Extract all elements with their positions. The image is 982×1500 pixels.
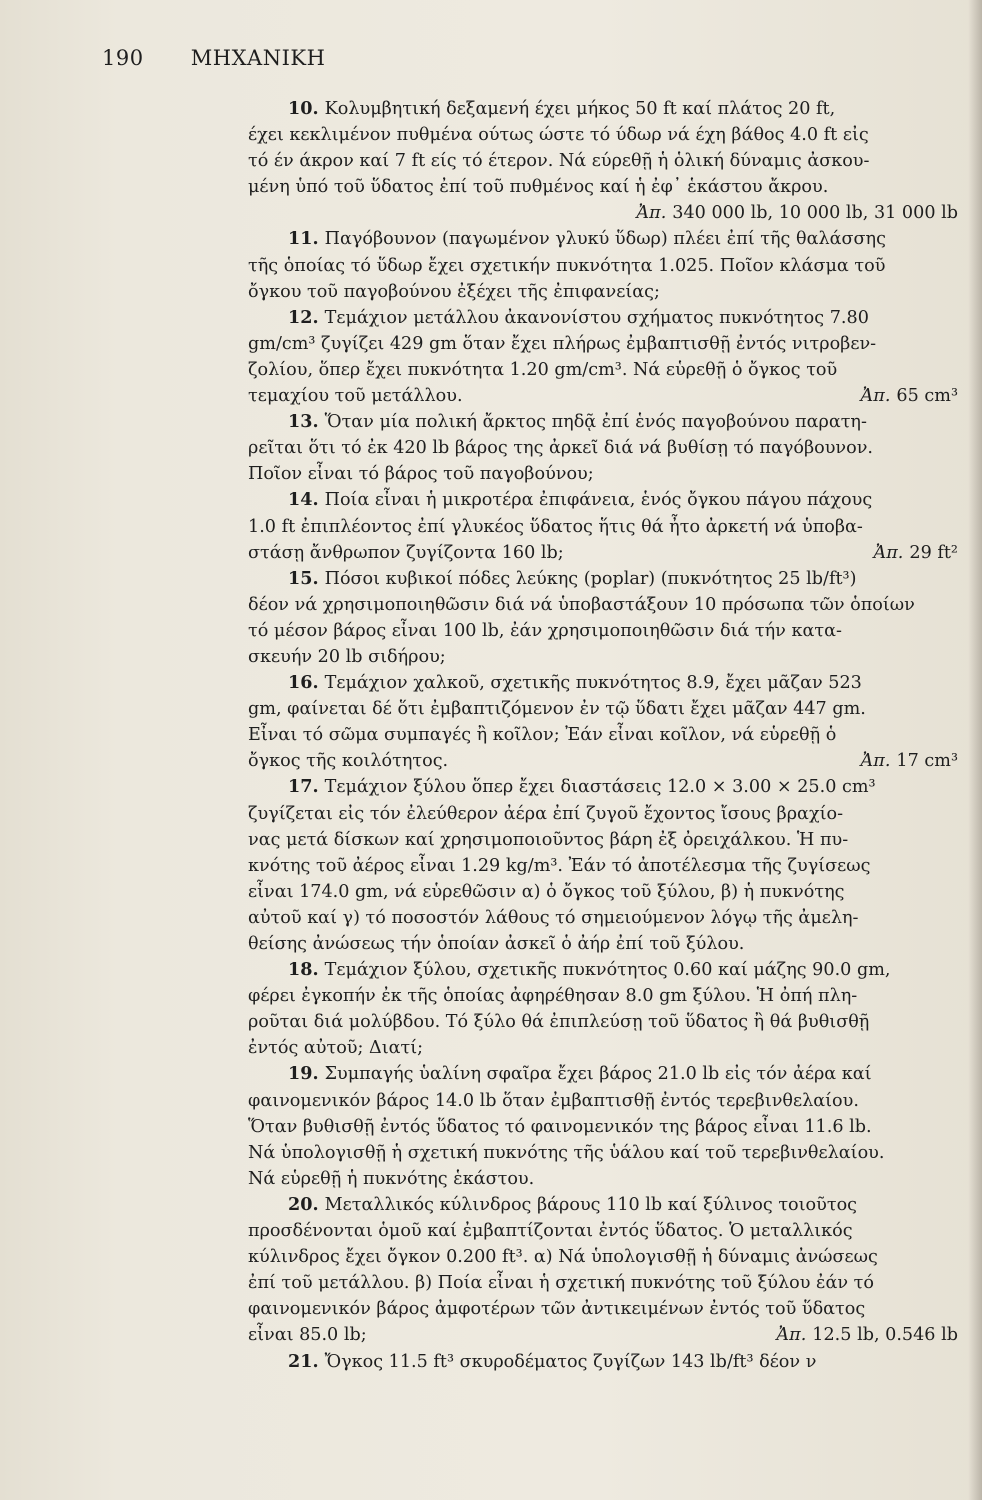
page-title: ΜΗΧΑΝΙΚΗ — [190, 46, 326, 70]
exercise-text: σκευήν 20 lb σιδήρου; — [248, 646, 446, 667]
exercise-number: 17. — [288, 776, 319, 798]
exercise-text: προσδένονται ὁμοῦ καί ἐμβαπτίζονται ἐντός ὕδατος. Ὁ μεταλλικός — [248, 1221, 853, 1242]
exercise-text: ζολίου, ὅπερ ἔχει πυκνότητα 1.20 gm/cm³. Νά εὑρεθῇ ὁ ὄγκος τοῦ — [248, 359, 838, 380]
exercise-text: εἶναι 174.0 gm, νά εὑρεθῶσιν α) ὁ ὄγκος τοῦ ξύλου, β) ἡ πυκνότης — [248, 881, 845, 902]
exercise-text: κνότης τοῦ ἀέρος εἶναι 1.29 kg/m³. Ἐάν τό ἀποτέλεσμα τῆς ζυγίσεως — [248, 855, 871, 876]
exercise-line — [248, 435, 966, 461]
exercise-14 — [248, 487, 966, 565]
exercise-number: 15. — [288, 567, 319, 589]
exercise-text: Νά ὑπολογισθῇ ἡ σχετική πυκνότης τῆς ὑάλου καί τοῦ τερεβινθελαίου. — [248, 1142, 885, 1163]
exercise-line — [248, 96, 966, 122]
exercise-text: ροῦται διά μολύβδου. Τό ξύλο θά ἐπιπλεύσῃ τοῦ ὕδατος ἢ θά βυθισθῇ — [248, 1012, 870, 1033]
exercise-line — [248, 487, 966, 513]
exercise-line — [248, 1244, 966, 1270]
exercise-text: φαινομενικόν βάρος ἀμφοτέρων τῶν ἀντικειμένων ἐντός τοῦ ὕδατος — [248, 1299, 866, 1320]
exercise-text: Τεμάχιον ξύλου, σχετικῆς πυκνότητος 0.60 καί μάζης 90.0 gm, — [324, 960, 891, 981]
exercise-text: ζυγίζεται εἰς τόν ἐλεύθερον ἀέρα ἐπί ζυγοῦ ἔχοντος ἴσους βραχίο- — [248, 803, 844, 824]
exercise-text: Ποῖον εἶναι τό βάρος τοῦ παγοβούνου; — [248, 464, 594, 485]
exercise-answer: Ἀπ. 340 000 lb, 10 000 lb, 31 000 lb — [636, 203, 958, 224]
exercise-18 — [248, 957, 966, 1061]
book-spine-shadow — [968, 0, 982, 1500]
exercise-text: στάσῃ ἄνθρωπον ζυγίζοντα 160 lb; — [248, 542, 564, 563]
exercise-text: Παγόβουνον (παγωμένον γλυκύ ὕδωρ) πλέει ἐπί τῆς θαλάσσης — [324, 229, 886, 250]
exercise-number: 20. — [288, 1193, 319, 1215]
exercise-line — [248, 174, 966, 200]
exercise-text: τό έν άκρον καί 7 ft είς τό έτερον. Νά εύρεθῇ ἡ ὁλική δύναμις ἀσκου- — [248, 151, 870, 172]
exercise-line — [248, 670, 966, 696]
exercise-text: Πόσοι κυβικοί πόδες λεύκης (poplar) (πυκνότητος 25 lb/ft³) — [324, 568, 857, 589]
exercise-text: Ὅταν μία πολική ἄρκτος πηδᾷ ἐπί ἑνός παγοβούνου παρατη- — [324, 412, 867, 433]
exercise-text: gm/cm³ ζυγίζει 429 gm ὅταν ἔχει πλήρως ἐμβαπτισθῇ ἐντός νιτροβεν- — [248, 333, 877, 354]
exercise-line — [248, 1035, 966, 1061]
exercise-text: 1.0 ft ἐπιπλέοντος ἐπί γλυκέος ὕδατος ἥτις θά ἦτο ἀρκετή νά ὑποβα- — [248, 516, 863, 537]
exercise-line — [248, 983, 966, 1009]
exercise-text: εἶναι 85.0 lb; — [248, 1325, 367, 1346]
exercise-text: Συμπαγής ὑαλίνη σφαῖρα ἔχει βάρος 21.0 lb εἰς τόν ἀέρα καί — [324, 1064, 872, 1085]
exercise-line — [248, 566, 966, 592]
exercise-number: 13. — [288, 411, 319, 433]
exercise-text: τεμαχίου τοῦ μετάλλου. — [248, 386, 463, 407]
exercise-text: ὄγκου τοῦ παγοβούνου ἐξέχει τῆς ἐπιφανείας; — [248, 281, 660, 302]
exercise-text: Ποία εἶναι ἡ μικροτέρα ἐπιφάνεια, ἑνός ὄγκου πάγου πάχους — [324, 490, 873, 511]
exercise-text: Νά εὑρεθῇ ἡ πυκνότης ἑκάστου. — [248, 1168, 535, 1189]
exercise-text: τό μέσον βάρος εἶναι 100 lb, ἐάν χρησιμοποιηθῶσιν διά τήν κατα- — [248, 620, 842, 641]
exercise-10 — [248, 96, 966, 226]
exercise-text: τῆς ὁποίας τό ὕδωρ ἔχει σχετικήν πυκνότητα 1.025. Ποῖον κλάσμα τοῦ — [248, 255, 886, 276]
exercise-line — [248, 827, 966, 853]
exercise-15 — [248, 566, 966, 670]
exercise-text: κύλινδρος ἔχει ὄγκον 0.200 ft³. α) Νά ὑπολογισθῇ ἡ δύναμις ἀνώσεως — [248, 1247, 878, 1268]
exercise-number: 18. — [288, 959, 319, 981]
exercise-line — [248, 1114, 966, 1140]
exercise-text: δέον νά χρησιμοποιηθῶσιν διά νά ὑποβαστάξουν 10 πρόσωπα τῶν ὁποίων — [248, 594, 915, 615]
exercise-text: φαινομενικόν βάρος 14.0 lb ὅταν ἐμβαπτισθῇ ἐντός τερεβινθελαίου. — [248, 1090, 859, 1111]
exercise-line — [248, 618, 966, 644]
exercise-20 — [248, 1192, 966, 1349]
exercise-line — [248, 226, 966, 252]
exercise-line — [248, 1218, 966, 1244]
exercise-number: 11. — [288, 228, 319, 250]
exercise-number: 19. — [288, 1063, 319, 1085]
exercise-11 — [248, 226, 966, 304]
exercise-line — [248, 279, 966, 305]
exercise-line — [248, 122, 966, 148]
exercise-line — [248, 801, 966, 827]
exercise-line — [248, 644, 966, 670]
exercise-text: θείσης ἀνώσεως τήν ὁποίαν ἀσκεῖ ὁ ἀήρ ἐπί τοῦ ξύλου. — [248, 934, 745, 954]
exercise-17 — [248, 774, 966, 957]
exercise-line — [248, 905, 966, 931]
exercise-line — [248, 592, 966, 618]
exercise-line — [248, 1296, 966, 1322]
exercise-answer: Ἀπ. 12.5 lb, 0.546 lb — [776, 1325, 958, 1346]
exercise-answer: Ἀπ. 29 ft² — [873, 542, 958, 563]
exercise-19 — [248, 1061, 966, 1191]
exercise-text: Ὄγκος 11.5 ft³ σκυροδέματος ζυγίζων 143 lb/ft³ δέον ν — [324, 1351, 817, 1372]
exercise-text: Κολυμβητική δεξαμενή έχει μήκος 50 ft καί πλάτος 20 ft, — [324, 99, 836, 119]
exercise-line — [248, 148, 966, 174]
exercise-answer: Ἀπ. 17 cm³ — [860, 751, 958, 772]
exercise-text: ὄγκος τῆς κοιλότητος. — [248, 751, 449, 772]
exercise-12 — [248, 305, 966, 409]
exercise-21 — [248, 1349, 966, 1375]
exercise-line — [248, 931, 966, 957]
exercise-number: 12. — [288, 306, 319, 328]
exercise-line — [248, 879, 966, 905]
exercise-line — [248, 774, 966, 800]
exercise-line — [248, 331, 966, 357]
exercise-text: ἐπί τοῦ μετάλλου. β) Ποία εἶναι ἡ σχετική πυκνότης τοῦ ξύλου ἐάν τό — [248, 1273, 874, 1294]
exercise-line — [248, 696, 966, 722]
exercise-text: Μεταλλικός κύλινδρος βάρους 110 lb καί ξύλινος τοιοῦτος — [324, 1194, 858, 1215]
exercise-line — [248, 853, 966, 879]
exercise-line — [248, 1140, 966, 1166]
exercise-text: Τεμάχιον χαλκοῦ, σχετικῆς πυκνότητος 8.9, ἔχει μᾶζαν 523 — [324, 673, 862, 694]
page-header — [102, 46, 862, 70]
exercise-13 — [248, 409, 966, 487]
exercise-last-line — [248, 540, 966, 566]
exercise-line — [248, 1192, 966, 1218]
exercise-text: Τεμάχιον μετάλλου ἀκανονίστου σχήματος πυκνότητος 7.80 — [324, 307, 869, 328]
exercise-line — [248, 1166, 966, 1192]
exercise-line — [248, 722, 966, 748]
exercise-last-line — [248, 1322, 966, 1348]
exercise-line — [248, 514, 966, 540]
exercise-number: 21. — [288, 1350, 319, 1372]
exercise-number: 14. — [288, 489, 319, 511]
exercise-last-line — [248, 748, 966, 774]
exercise-line — [248, 1088, 966, 1114]
exercise-line — [248, 461, 966, 487]
exercise-text: αὐτοῦ καί γ) τό ποσοστόν λάθους τό σημειούμενον λόγῳ τῆς ἀμελη- — [248, 907, 859, 928]
exercise-text: Εἶναι τό σῶμα συμπαγές ἢ κοῖλον; Ἐάν εἶναι κοῖλον, νά εὑρεθῇ ὁ — [248, 725, 837, 746]
exercise-text: έχει κεκλιμένον πυθμένα ούτως ώστε τό ύδωρ νά έχη βάθος 4.0 ft εἰς — [248, 125, 869, 146]
exercise-line — [248, 957, 966, 983]
exercise-line — [248, 409, 966, 435]
exercise-line — [248, 1270, 966, 1296]
exercise-line — [248, 1349, 966, 1375]
exercise-text: μένη ὑπό τοῦ ὕδατος ἐπί τοῦ πυθμένος καί ἡ ἐφ᾽ ἑκάστου ἄκρου. — [248, 177, 829, 198]
exercise-text: ρεῖται ὅτι τό ἐκ 420 lb βάρος της ἀρκεῖ διά νά βυθίσῃ τό παγόβουνον. — [248, 438, 873, 459]
page-number: 190 — [102, 46, 144, 70]
exercise-text: νας μετά δίσκων καί χρησιμοποιοῦντος βάρη ἐξ ὀρειχάλκου. Ἡ πυ- — [248, 829, 849, 850]
exercise-number: 16. — [288, 672, 319, 694]
exercise-last-line — [248, 383, 966, 409]
exercise-16 — [248, 670, 966, 774]
exercise-line — [248, 305, 966, 331]
exercise-text: φέρει ἐγκοπήν ἐκ τῆς ὁποίας ἀφηρέθησαν 8.0 gm ξύλου. Ἡ ὀπή πλη- — [248, 986, 858, 1007]
exercise-text: Ὅταν βυθισθῇ ἐντός ὕδατος τό φαινομενικόν της βάρος εἶναι 11.6 lb. — [248, 1116, 872, 1137]
exercise-list — [248, 96, 966, 1375]
exercise-line — [248, 253, 966, 279]
exercise-line — [248, 1061, 966, 1087]
exercise-line — [248, 357, 966, 383]
exercise-text: Τεμάχιον ξύλου ὅπερ ἔχει διαστάσεις 12.0 × 3.00 × 25.0 cm³ — [324, 777, 876, 798]
exercise-text: ἐντός αὐτοῦ; Διατί; — [248, 1038, 424, 1059]
exercise-number: 10. — [288, 98, 319, 119]
exercise-text: gm, φαίνεται δέ ὅτι ἐμβαπτιζόμενον ἐν τῷ ὕδατι ἔχει μᾶζαν 447 gm. — [248, 699, 866, 720]
exercise-line — [248, 1009, 966, 1035]
exercise-answer: Ἀπ. 65 cm³ — [860, 386, 958, 407]
